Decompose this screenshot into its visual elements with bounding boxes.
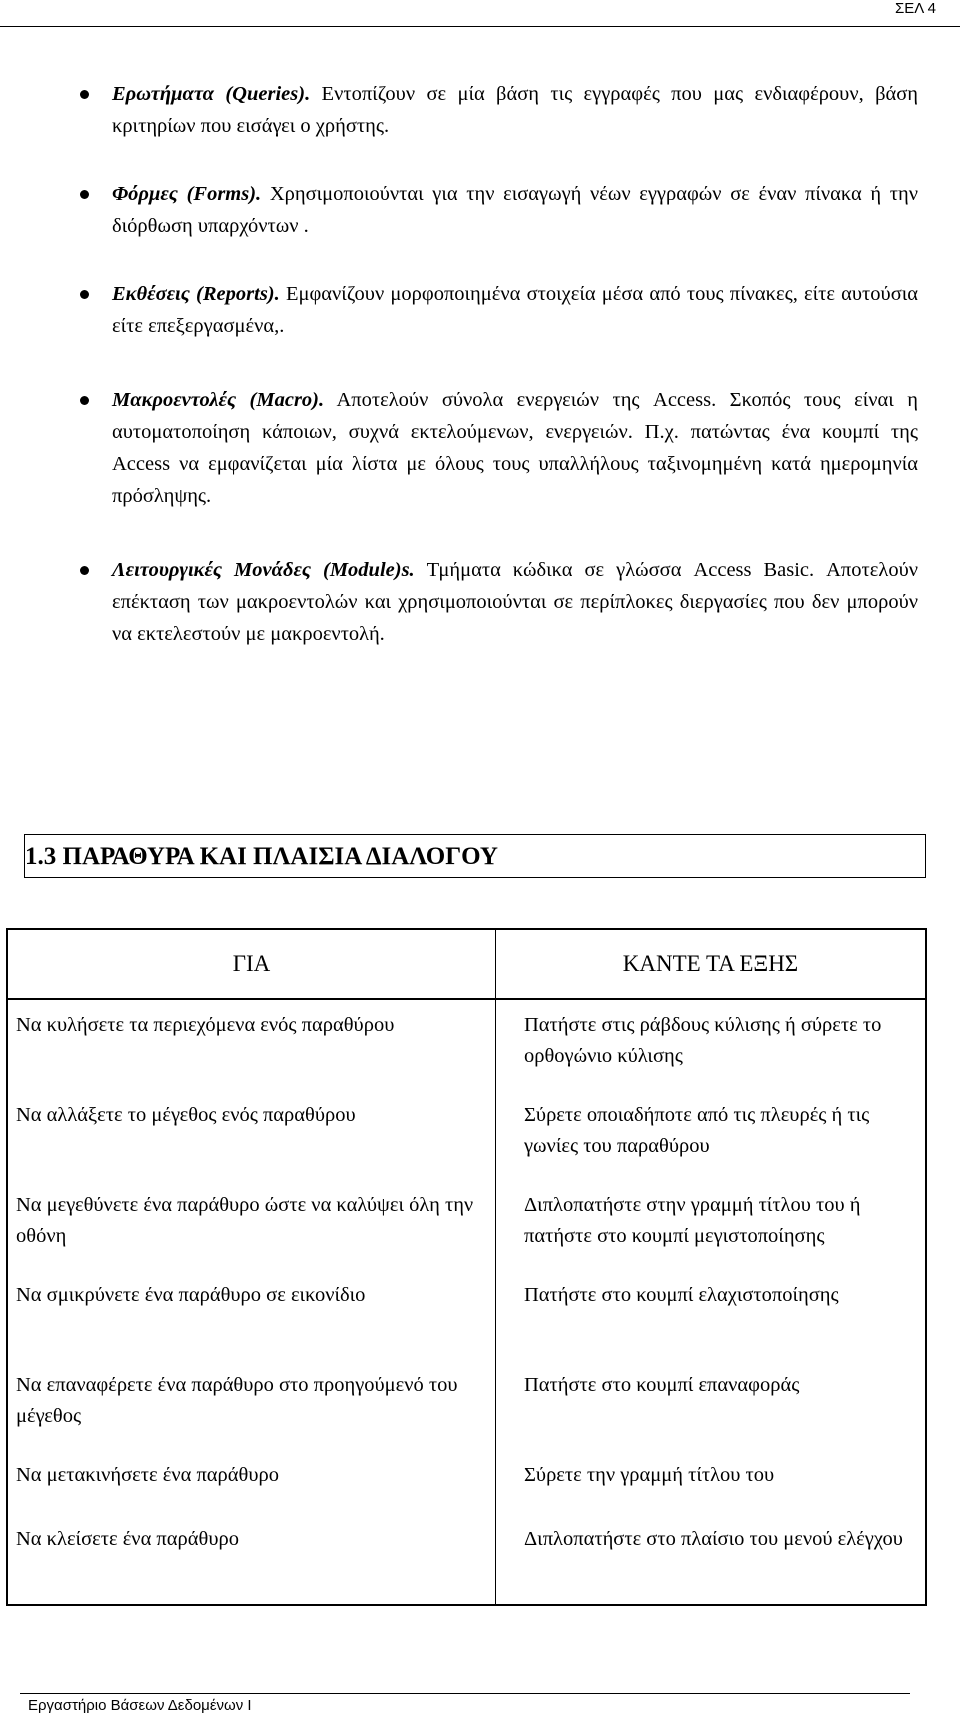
table-cell-task: Να σμικρύνετε ένα παράθυρο σε εικονίδιο bbox=[7, 1270, 496, 1360]
list-item-term: Λειτουργικές Μονάδες (Module)s. bbox=[112, 559, 415, 581]
bullet-icon bbox=[80, 566, 89, 575]
table-cell-task: Να κλείσετε ένα παράθυρο bbox=[7, 1514, 496, 1605]
table-row bbox=[7, 1514, 926, 1605]
list-item-term: Φόρμες (Forms). bbox=[112, 183, 262, 205]
bullet-icon bbox=[80, 396, 89, 405]
window-actions-table bbox=[6, 928, 927, 1606]
table-cell-action: Σύρετε την γραμμή τίτλου του bbox=[524, 1464, 775, 1486]
table-row bbox=[7, 1360, 926, 1450]
table-cell-action: Πατήστε στο κουμπί επαναφοράς bbox=[524, 1374, 800, 1396]
section-title: 1.3 ΠΑΡΑΘΥΡΑ ΚΑΙ ΠΛΑΙΣΙΑ ΔΙΑΛΟΓΟΥ bbox=[25, 843, 498, 870]
bullet-icon bbox=[80, 90, 89, 99]
table-cell-action: Διπλοπατήστε στην γραμμή τίτλου του ή πατήστε στο κουμπί μεγιστοποίησης bbox=[524, 1194, 861, 1247]
table-row bbox=[7, 999, 926, 1090]
list-item-text: Εντοπίζουν σε μία βάση τις εγγραφές που μας ενδιαφέρουν, βάση κριτηρίων που εισάγει ο χρήστης. bbox=[112, 83, 919, 137]
table-cell-task: Να κυλήσετε τα περιεχόμενα ενός παραθύρου bbox=[7, 999, 496, 1090]
table-row bbox=[7, 1270, 926, 1360]
table-header-row bbox=[7, 929, 926, 999]
table-cell-action: Πατήστε στο κουμπί ελαχιστοποίησης bbox=[524, 1284, 839, 1306]
list-item-modules bbox=[20, 554, 918, 650]
table-cell-action: Σύρετε οποιαδήποτε από τις πλευρές ή τις γωνίες του παραθύρου bbox=[524, 1104, 870, 1157]
table-cell-task: Να μεγεθύνετε ένα παράθυρο ώστε να καλύψει όλη την οθόνη bbox=[7, 1180, 496, 1270]
list-item-macro bbox=[20, 384, 918, 512]
header-rule bbox=[0, 26, 960, 27]
footer-rule bbox=[20, 1693, 910, 1694]
table-cell-task: Να επαναφέρετε ένα παράθυρο στο προηγούμενό του μέγεθος bbox=[7, 1360, 496, 1450]
list-item-term: Μακροεντολές (Macro). bbox=[112, 389, 325, 411]
list-item-term: Ερωτήματα (Queries). bbox=[112, 83, 311, 105]
bullet-icon bbox=[80, 190, 89, 199]
table-cell-action: Διπλοπατήστε στο πλαίσιο του μενού ελέγχου bbox=[524, 1528, 903, 1550]
section-heading-box bbox=[24, 834, 926, 878]
list-item-reports bbox=[20, 278, 918, 342]
list-item-term: Εκθέσεις (Reports). bbox=[112, 283, 280, 305]
list-item-text: Εμφανίζουν μορφοποιημένα στοιχεία μέσα από τους πίνακες, είτε αυτούσια είτε επεξεργασμένα,. bbox=[112, 283, 918, 337]
table-cell-task: Να αλλάξετε το μέγεθος ενός παραθύρου bbox=[7, 1090, 496, 1180]
table-row bbox=[7, 1090, 926, 1180]
list-item-forms bbox=[20, 178, 918, 242]
table-cell-action: Πατήστε στις ράβδους κύλισης ή σύρετε το ορθογώνιο κύλισης bbox=[524, 1014, 882, 1067]
table-row bbox=[7, 1450, 926, 1514]
list-item-queries bbox=[20, 78, 918, 142]
table-header-do: ΚΑΝΤΕ ΤΑ ΕΞΗΣ bbox=[496, 929, 927, 999]
list-item-text: Αποτελούν σύνολα ενεργειών της Access. Σκοπός τους είναι η αυτοματοποίηση κάποιων, συχνά εκτελούμενων, ενεργειών. Π.χ. πατώντας ένα κουμπί της Access να εμφανίζεται μία λίστα με όλους τους υπαλλήλους ταξινομημένη κατά ημερομηνία πρόσληψης. bbox=[112, 389, 918, 507]
list-item-text: Τμήματα κώδικα σε γλώσσα Access Basic. Αποτελούν επέκταση των μακροεντολών και χρησιμοποιούνται σε περίπλοκες διεργασίες που δεν μπορούν να εκτελεστούν με μακροεντολή. bbox=[112, 559, 918, 645]
footer-text: Εργαστήριο Βάσεων Δεδομένων Ι bbox=[28, 1697, 252, 1714]
table-cell-task: Να μετακινήσετε ένα παράθυρο bbox=[7, 1450, 496, 1514]
page-number: ΣΕΛ 4 bbox=[895, 0, 936, 17]
object-types-list bbox=[20, 78, 918, 686]
table-header-for: ΓΙΑ bbox=[7, 929, 496, 999]
table-row bbox=[7, 1180, 926, 1270]
list-item-text: Χρησιμοποιούνται για την εισαγωγή νέων εγγραφών σε έναν πίνακα ή την διόρθωση υπαρχόντων . bbox=[112, 183, 918, 237]
bullet-icon bbox=[80, 290, 89, 299]
